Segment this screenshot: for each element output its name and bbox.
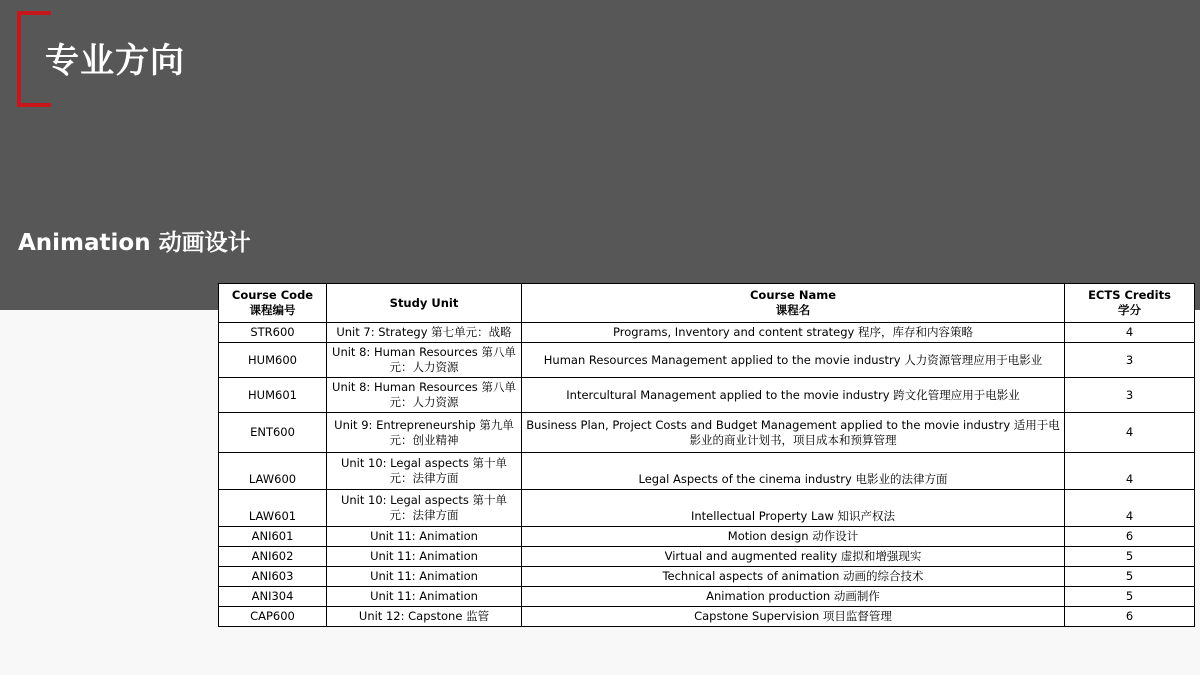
table-row — [219, 378, 1195, 413]
course-code-cell: ANI601 — [219, 527, 327, 547]
course-name-cell: Motion design 动作设计 — [522, 527, 1065, 547]
header-study-unit — [327, 284, 522, 323]
course-code-cell: HUM600 — [219, 343, 327, 378]
study-unit-cell: Unit 10: Legal aspects 第十单元：法律方面 — [327, 490, 522, 527]
credits-cell: 4 — [1065, 490, 1195, 527]
header-course-name — [522, 284, 1065, 323]
course-name-cell: Capstone Supervision 项目监督管理 — [522, 607, 1065, 627]
table-row — [219, 490, 1195, 527]
header-study-unit-label: Study Unit — [389, 295, 459, 310]
study-unit-cell: Unit 7: Strategy 第七单元：战略 — [327, 323, 522, 343]
course-name-cell: Virtual and augmented reality 虚拟和增强现实 — [522, 547, 1065, 567]
course-code-cell: STR600 — [219, 323, 327, 343]
credits-cell: 4 — [1065, 413, 1195, 453]
credits-cell: 6 — [1065, 607, 1195, 627]
header-course-code-en: Course Code — [231, 288, 314, 302]
table-header-row — [219, 284, 1195, 323]
course-name-cell: Business Plan, Project Costs and Budget Management applied to the movie industry 适用于电影业的商业计划书，项目成本和预算管理 — [522, 413, 1065, 453]
study-unit-cell: Unit 11: Animation — [327, 547, 522, 567]
header-course-name-en: Course Name — [749, 288, 836, 302]
page-title: 专业方向 — [45, 41, 185, 81]
table-row — [219, 343, 1195, 378]
credits-cell: 5 — [1065, 567, 1195, 587]
course-code-cell: ANI304 — [219, 587, 327, 607]
study-unit-cell: Unit 11: Animation — [327, 527, 522, 547]
credits-cell: 6 — [1065, 527, 1195, 547]
course-name-cell: Programs, Inventory and content strategy 程序，库存和内容策略 — [522, 323, 1065, 343]
header-course-code — [219, 284, 327, 323]
study-unit-cell: Unit 12: Capstone 监管 — [327, 607, 522, 627]
header-ects-credits-cn: 学分 — [1118, 303, 1141, 317]
course-name-cell: Animation production 动画制作 — [522, 587, 1065, 607]
course-name-cell: Legal Aspects of the cinema industry 电影业的法律方面 — [522, 453, 1065, 490]
course-table — [218, 283, 1195, 627]
study-unit-cell: Unit 10: Legal aspects 第十单元：法律方面 — [327, 453, 522, 490]
course-code-cell: ANI603 — [219, 567, 327, 587]
table-row — [219, 587, 1195, 607]
credits-cell: 4 — [1065, 453, 1195, 490]
course-code-cell: HUM601 — [219, 378, 327, 413]
study-unit-cell: Unit 9: Entrepreneurship 第九单元：创业精神 — [327, 413, 522, 453]
credits-cell: 3 — [1065, 343, 1195, 378]
table-row — [219, 547, 1195, 567]
course-code-cell: LAW601 — [219, 490, 327, 527]
table-row — [219, 453, 1195, 490]
course-code-cell: ENT600 — [219, 413, 327, 453]
course-code-cell: CAP600 — [219, 607, 327, 627]
course-name-cell: Human Resources Management applied to the movie industry 人力资源管理应用于电影业 — [522, 343, 1065, 378]
table-row — [219, 607, 1195, 627]
header-ects-credits-en: ECTS Credits — [1088, 288, 1171, 302]
course-code-cell: LAW600 — [219, 453, 327, 490]
table-row — [219, 413, 1195, 453]
credits-cell: 5 — [1065, 547, 1195, 567]
course-name-cell: Intercultural Management applied to the movie industry 跨文化管理应用于电影业 — [522, 378, 1065, 413]
header-course-name-cn: 课程名 — [775, 303, 811, 317]
credits-cell: 5 — [1065, 587, 1195, 607]
course-name-cell: Technical aspects of animation 动画的综合技术 — [522, 567, 1065, 587]
header-course-code-cn: 课程编号 — [249, 303, 296, 317]
study-unit-cell: Unit 8: Human Resources 第八单元：人力资源 — [327, 343, 522, 378]
table-row — [219, 323, 1195, 343]
course-code-cell: ANI602 — [219, 547, 327, 567]
study-unit-cell: Unit 11: Animation — [327, 567, 522, 587]
credits-cell: 4 — [1065, 323, 1195, 343]
table-row — [219, 527, 1195, 547]
course-name-cell: Intellectual Property Law 知识产权法 — [522, 490, 1065, 527]
section-title: Animation 动画设计 — [18, 230, 251, 256]
header-ects-credits — [1065, 284, 1195, 323]
study-unit-cell: Unit 11: Animation — [327, 587, 522, 607]
credits-cell: 3 — [1065, 378, 1195, 413]
study-unit-cell: Unit 8: Human Resources 第八单元：人力资源 — [327, 378, 522, 413]
table-row — [219, 567, 1195, 587]
